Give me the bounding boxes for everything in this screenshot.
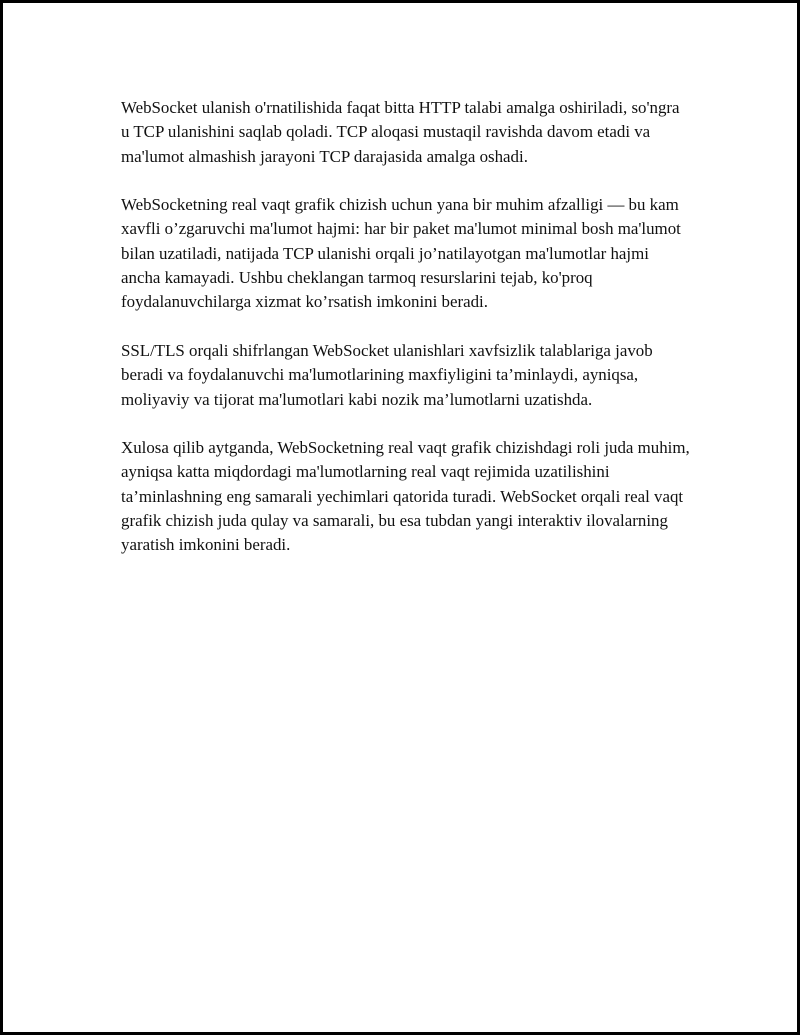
document-body xyxy=(121,96,691,582)
paragraph-conclusion: Xulosa qilib aytganda, WebSocketning real vaqt grafik chizishdagi roli juda muhim, ayniqsa katta miqdordagi ma'lumotlarning real vaqt rejimida uzatilishini ta’minlashning eng samarali yechimlari qatorida turadi. WebSocket orqali real vaqt grafik chizish juda qulay va samarali, bu esa tubdan yangi interaktiv ilovalarning yaratish imkonini beradi. xyxy=(121,438,690,555)
paragraph-low-overhead: WebSocketning real vaqt grafik chizish uchun yana bir muhim afzalligi — bu kam xavfli o’zgaruvchi ma'lumot hajmi: har bir paket ma'lumot minimal bosh ma'lumot bilan uzatiladi, natijada TCP ulanishi orqali jo’natilayotgan ma'lumotlar hajmi ancha kamayadi. Ushbu cheklangan tarmoq resurslarini tejab, ko'proq foydalanuvchilarga xizmat ko’rsatish imkonini beradi. xyxy=(121,195,681,312)
paragraph-ssl-tls: SSL/TLS orqali shifrlangan WebSocket ulanishlari xavfsizlik talablariga javob beradi va foydalanuvchi ma'lumotlarining maxfiyligini ta’minlaydi, ayniqsa, moliyaviy va tijorat ma'lumotlari kabi nozik ma’lumotlarni uzatishda. xyxy=(121,340,653,409)
paragraph-websocket-handshake: WebSocket ulanish o'rnatilishida faqat bitta HTTP talabi amalga oshiriladi, so'ngra u TCP ulanishini saqlab qoladi. TCP aloqasi mustaqil ravishda davom etadi va ma'lumot almashish jarayoni TCP darajasida amalga oshadi. xyxy=(121,98,680,166)
